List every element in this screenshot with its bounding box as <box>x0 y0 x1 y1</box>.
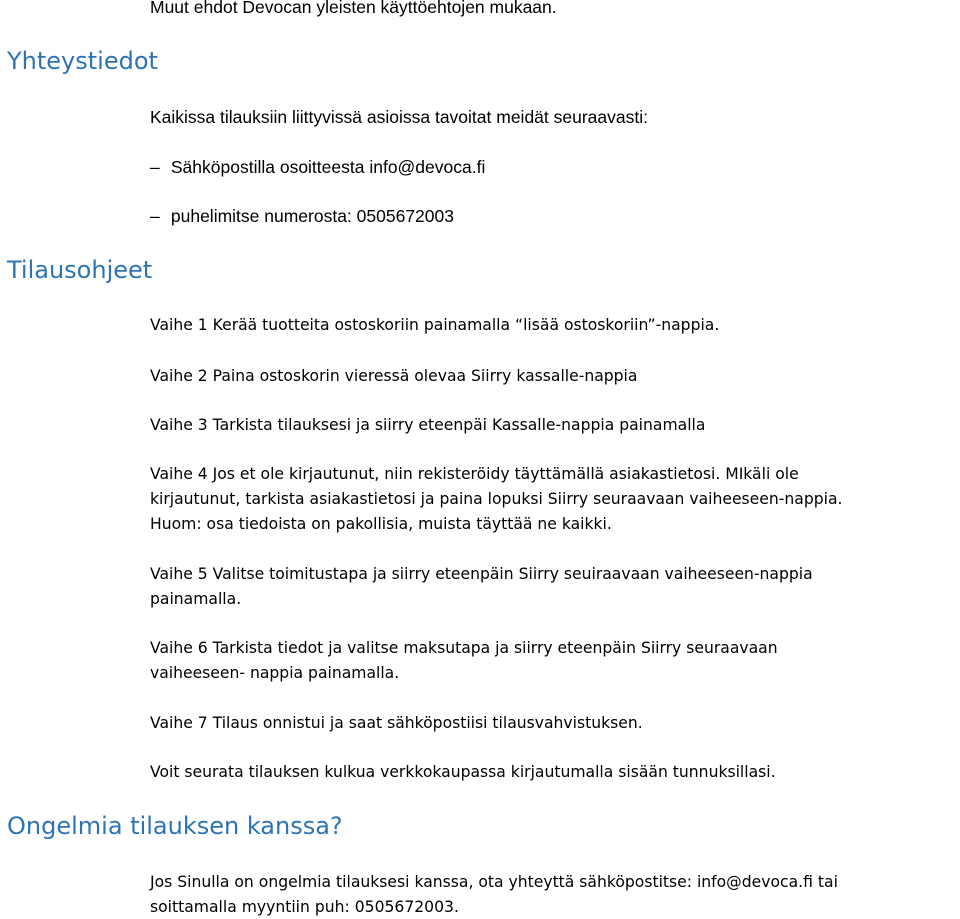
step-6-line-2: vaiheeseen- nappia painamalla. <box>150 664 400 682</box>
bullet-dash: – <box>150 157 160 177</box>
step-4-line-3: Huom: osa tiedoista on pakollisia, muista täyttää ne kaikki. <box>150 515 612 533</box>
contact-intro: Kaikissa tilauksiin liittyvissä asioissa tavoitat meidät seuraavasti: <box>150 107 648 127</box>
step-2: Vaihe 2 Paina ostoskorin vieressä olevaa Siirry kassalle-nappia <box>150 367 638 385</box>
step-1: Vaihe 1 Kerää tuotteita ostoskoriin painamalla “lisää ostoskoriin”-nappia. <box>150 316 720 334</box>
intro-line: Muut ehdot Devocan yleisten käyttöehtojen mukaan. <box>150 0 557 17</box>
step-4-line-2: kirjautunut, tarkista asiakastietosi ja paina lopuksi Siirry seuraavaan vaiheeseen-nappia. <box>150 490 843 508</box>
heading-problems: Ongelmia tilauksen kanssa? <box>7 812 343 840</box>
step-5-line-1: Vaihe 5 Valitse toimitustapa ja siirry eteenpäin Siirry seuiraavaan vaiheeseen-nappia <box>150 565 813 583</box>
contact-phone-text: puhelimitse numerosta: 0505672003 <box>170 206 454 226</box>
problems-line-2: soittamalla myyntiin puh: 0505672003. <box>150 898 459 916</box>
contact-email-item <box>150 156 485 178</box>
problems-line-1: Jos Sinulla on ongelmia tilauksesi kanssa, ota yhteyttä sähköpostitse: info@devoca.fi tai <box>150 873 838 891</box>
step-7: Vaihe 7 Tilaus onnistui ja saat sähköpostiisi tilausvahvistuksen. <box>150 714 643 732</box>
heading-order-instructions: Tilausohjeet <box>7 256 153 284</box>
bullet-dash: – <box>150 206 160 226</box>
contact-email-text: Sähköpostilla osoitteesta info@devoca.fi <box>170 157 486 177</box>
step-4-line-1: Vaihe 4 Jos et ole kirjautunut, niin rekisteröidy täyttämällä asiakastietosi. MIkäli ole <box>150 465 799 483</box>
step-3: Vaihe 3 Tarkista tilauksesi ja siirry eteenpäi Kassalle-nappia painamalla <box>150 416 706 434</box>
heading-contact: Yhteystiedot <box>7 47 158 75</box>
contact-phone-item <box>150 205 454 227</box>
step-6-line-1: Vaihe 6 Tarkista tiedot ja valitse maksutapa ja siirry eteenpäin Siirry seuraavaan <box>150 639 778 657</box>
step-5-line-2: painamalla. <box>150 590 242 608</box>
follow-order: Voit seurata tilauksen kulkua verkkokaupassa kirjautumalla sisään tunnuksillasi. <box>150 763 776 781</box>
